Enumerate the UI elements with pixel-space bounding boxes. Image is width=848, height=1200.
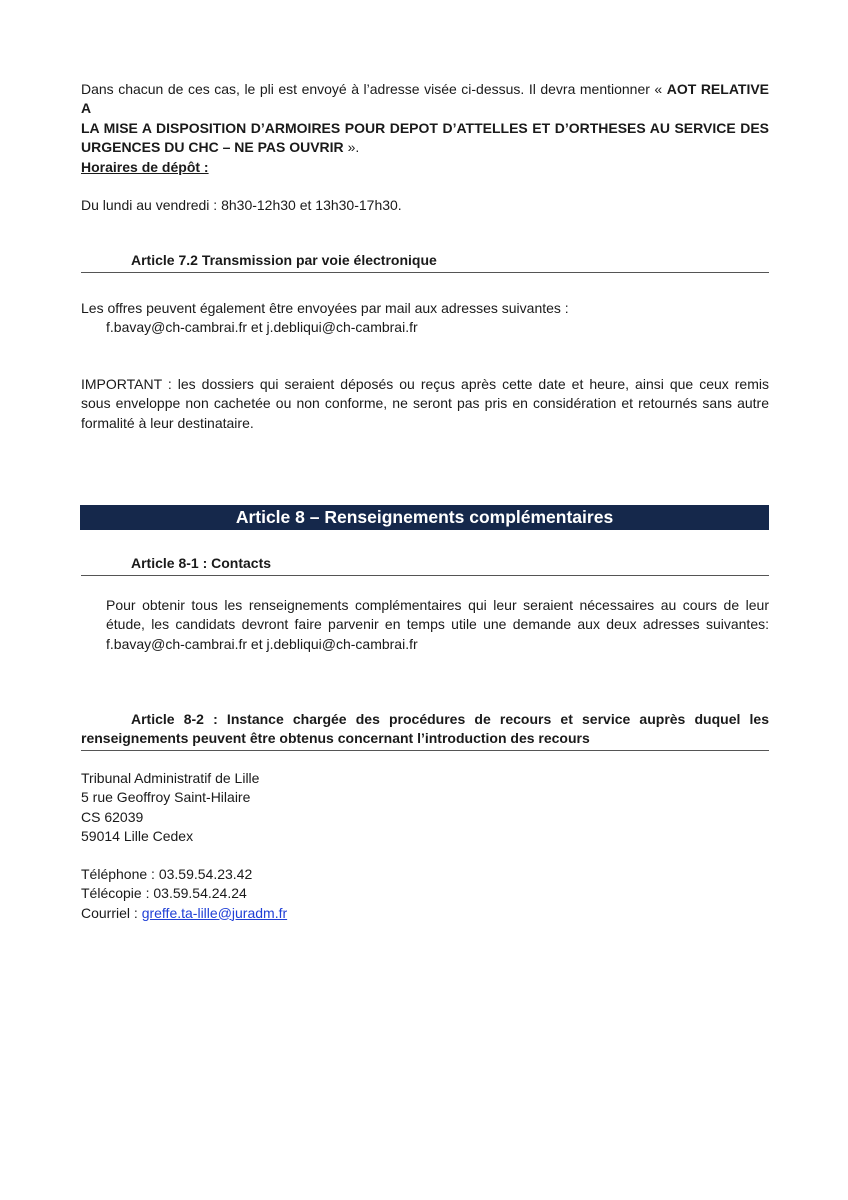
article-7-2-emails: f.bavay@ch-cambrai.fr et j.debliqui@ch-cambrai.fr: [106, 319, 418, 335]
intro-paragraph: [81, 80, 769, 157]
intro-line-2: LA MISE A DISPOSITION D’ARMOIRES POUR DEPOT D’ATTELLES ET D’ORTHESES AU SERVICE DES: [81, 119, 769, 136]
article-7-2-heading: Article 7.2 Transmission par voie électronique: [81, 251, 769, 273]
tribunal-email-link[interactable]: greffe.ta-lille@juradm.fr: [141, 904, 288, 921]
article-8-title-bar: Article 8 – Renseignements complémentaires: [80, 505, 769, 530]
important-paragraph: IMPORTANT : les dossiers qui seraient déposés ou reçus après cette date et heure, ainsi que ceux remis sous enveloppe non cachetée ou non conforme, ne seront pas pris en considération et retournés sans autre formalité à leur destinataire.: [81, 376, 769, 431]
tribunal-name: Tribunal Administratif de Lille: [81, 770, 260, 786]
hours-title: Horaires de dépôt :: [81, 159, 209, 175]
intro-bold-1: AOT RELATIVE A: [81, 81, 770, 117]
intro-line-3: URGENCES DU CHC – NE PAS OUVRIR ».: [81, 138, 360, 155]
article-8-1-paragraph: Pour obtenir tous les renseignements complémentaires qui leur seraient nécessaires au cours de leur étude, les candidats devront faire parvenir en temps utile une demande aux deux adresses suivantes: f.bavay@ch-cambrai.fr et j.debliqui@ch-cambrai.fr: [106, 597, 769, 652]
tribunal-contact: [81, 865, 769, 923]
intro-line-1: Dans chacun de ces cas, le pli est envoyé à l’adresse visée ci-dessus. Il devra mentionner « AOT RELATIVE A: [81, 81, 770, 117]
article-7-2-line-1: Les offres peuvent également être envoyées par mail aux adresses suivantes :: [81, 300, 569, 316]
tribunal-street: 5 rue Geoffroy Saint-Hilaire: [81, 789, 251, 806]
tribunal-address: [81, 769, 769, 846]
tribunal-cs: CS 62039: [81, 808, 144, 825]
tribunal-city: 59014 Lille Cedex: [81, 827, 194, 844]
hours-text: Du lundi au vendredi : 8h30-12h30 et 13h30-17h30.: [81, 197, 402, 213]
tribunal-fax: Télécopie : 03.59.54.24.24: [81, 885, 247, 902]
tribunal-phone: Téléphone : 03.59.54.23.42: [81, 866, 253, 882]
article-8-1-heading: Article 8-1 : Contacts: [81, 554, 769, 576]
tribunal-email-line: Courriel : greffe.ta-lille@juradm.fr: [81, 904, 288, 921]
article-8-2-heading: Article 8-2 : Instance chargée des procédures de recours et service auprès duquel les renseignements peuvent être obtenus concernant l’introduction des recours: [81, 710, 769, 751]
